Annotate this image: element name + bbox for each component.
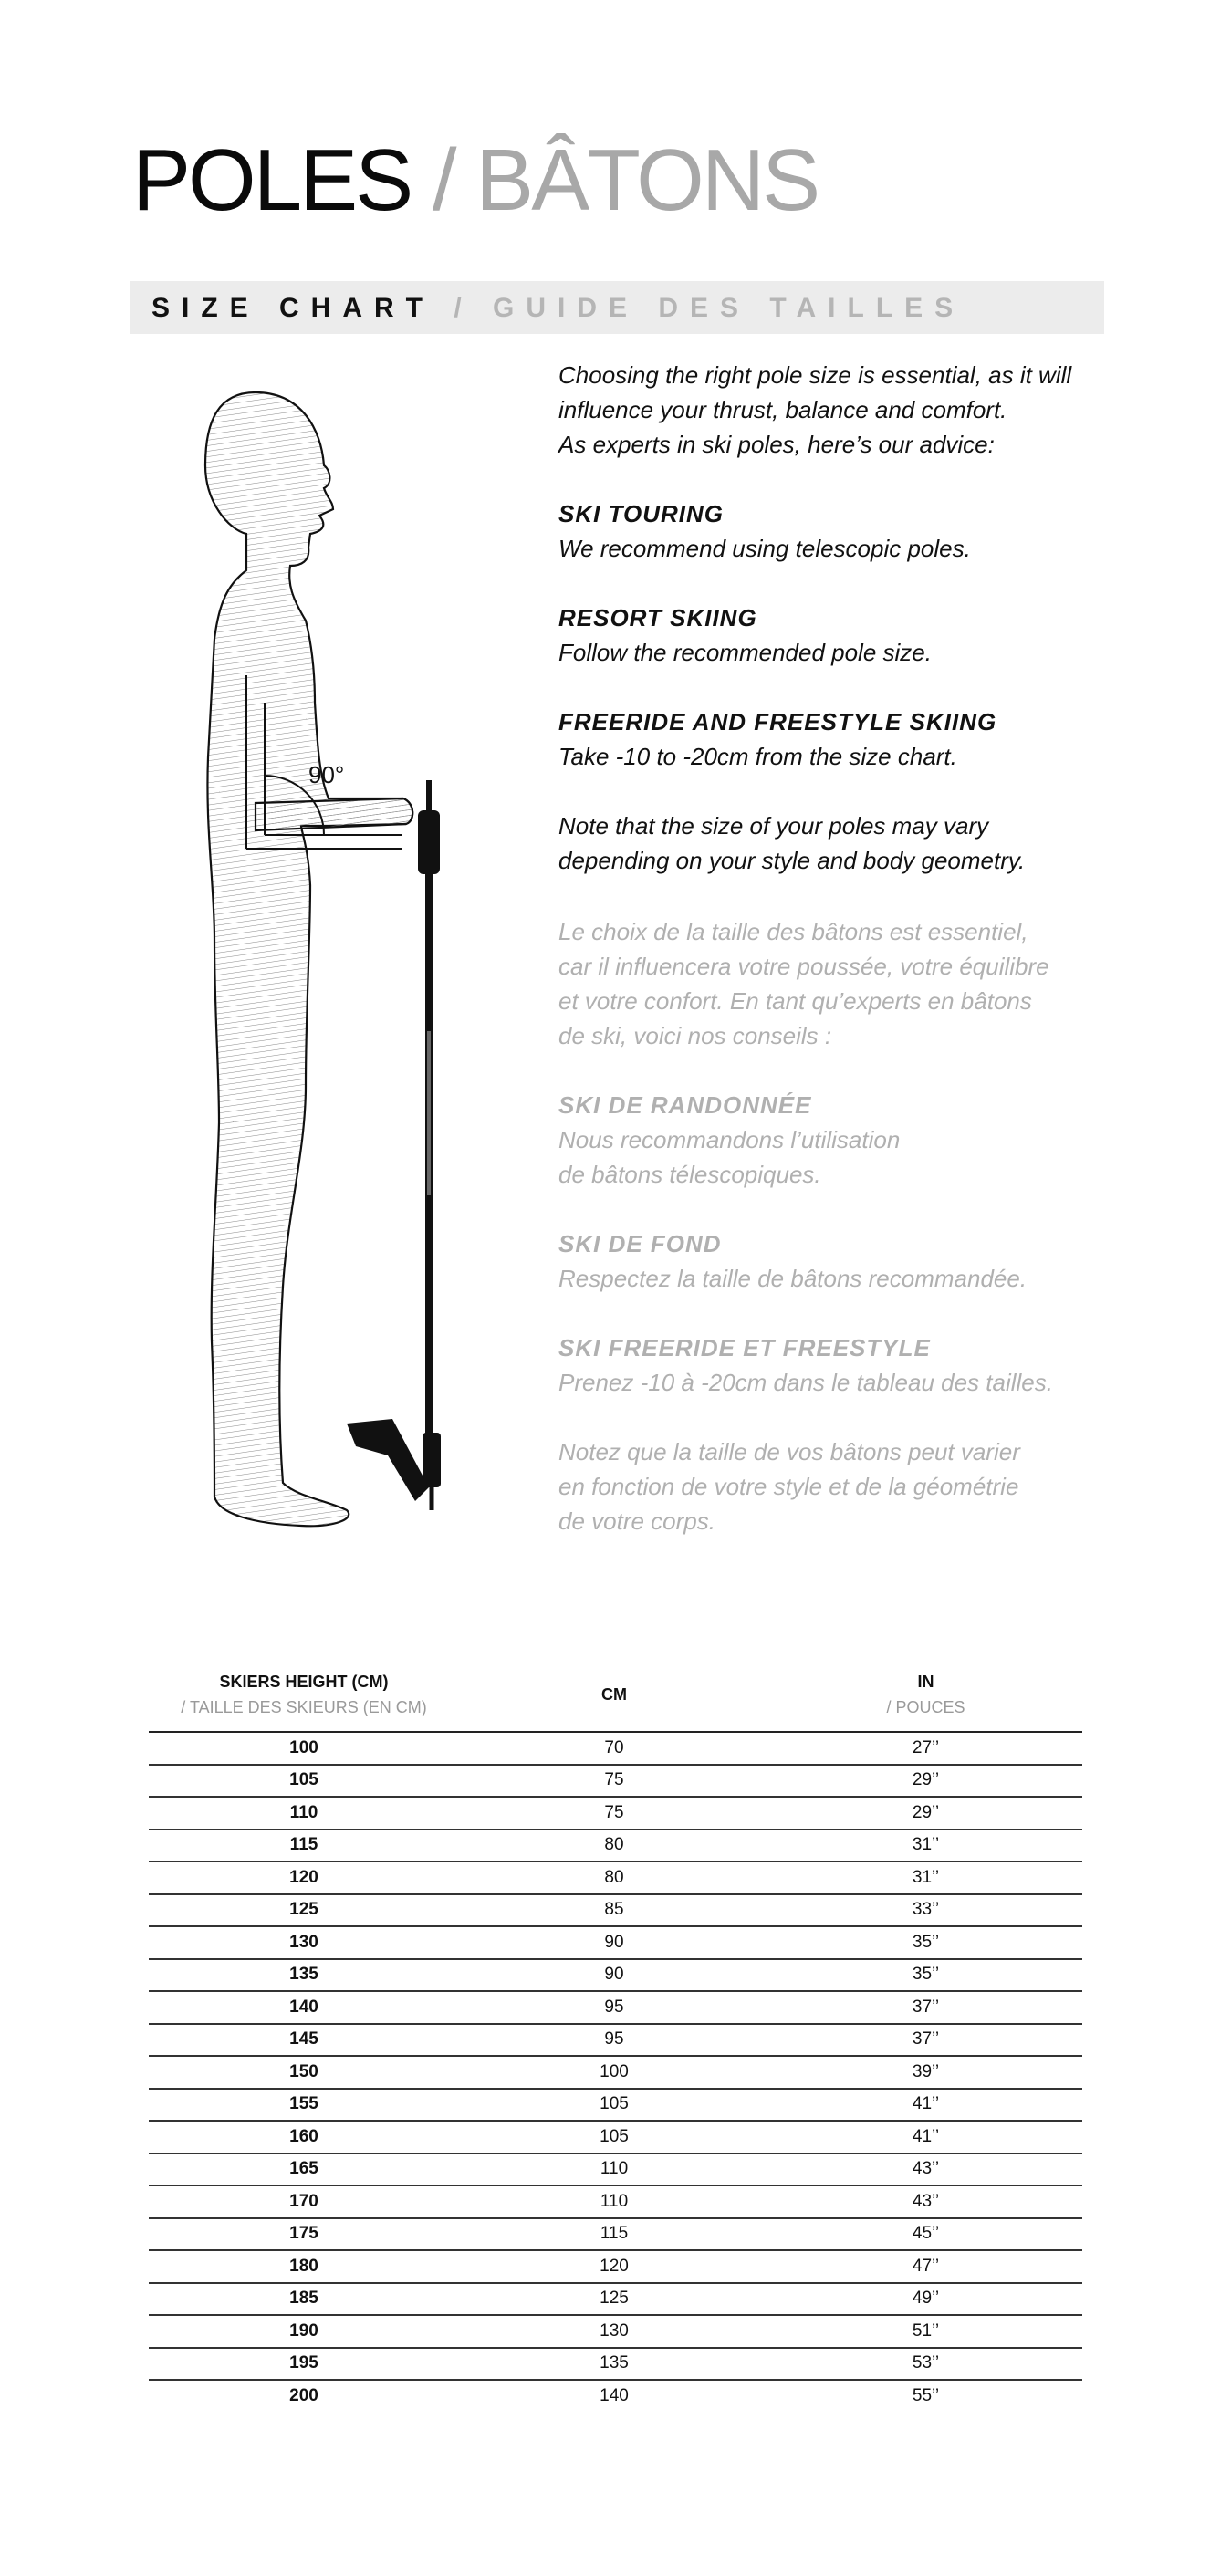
angle-label: 90°: [308, 761, 345, 788]
section-freeride-freestyle: [558, 704, 1142, 774]
table-row: [149, 1927, 1082, 1960]
cell-skier-height: 145: [289, 2029, 318, 2049]
cell-skier-height: 180: [289, 2256, 318, 2276]
intro-fr-line: Le choix de la taille des bâtons est essentiel,: [558, 918, 1028, 945]
cell-cm: 140: [600, 2385, 629, 2405]
table-row: [149, 2251, 1082, 2284]
note-en: [558, 808, 1142, 878]
cell-cm: 125: [600, 2289, 629, 2309]
table-row: [149, 1766, 1082, 1799]
cell-skier-height: 160: [289, 2126, 318, 2146]
page-title: [132, 131, 819, 229]
cell-in: 33’’: [912, 1900, 940, 1920]
section-heading: RESORT SKIING: [558, 604, 757, 631]
title-separator: /: [432, 131, 454, 229]
cell-in: 35’’: [912, 1965, 940, 1985]
cell-skier-height: 175: [289, 2224, 318, 2244]
section-resort-skiing: [558, 600, 1142, 670]
cell-skier-height: 140: [289, 1997, 318, 2017]
cell-in: 29’’: [912, 1770, 940, 1790]
advice-french: [558, 914, 1142, 1538]
cell-in: 45’’: [912, 2224, 940, 2244]
table-row: [149, 1830, 1082, 1863]
cell-in: 31’’: [912, 1835, 940, 1855]
section-text: Take -10 to -20cm from the size chart.: [558, 743, 957, 770]
cell-in: 51’’: [912, 2320, 940, 2341]
cell-cm: 95: [604, 2029, 624, 2049]
intro-fr-line: de ski, voici nos conseils :: [558, 1022, 832, 1049]
note-line: depending on your style and body geometry.: [558, 847, 1026, 874]
note-line: Note that the size of your poles may vary: [558, 812, 989, 840]
table-row: [149, 1960, 1082, 1993]
cell-cm: 100: [600, 2061, 629, 2081]
section-heading: SKI DE FOND: [558, 1230, 722, 1257]
header-main: SKIERS HEIGHT (CM): [219, 1673, 389, 1691]
cell-in: 47’’: [912, 2256, 940, 2276]
title-fr: BÂTONS: [475, 131, 819, 229]
cell-cm: 80: [604, 1835, 624, 1855]
cell-in: 43’’: [912, 2191, 940, 2211]
section-text: Prenez -10 à -20cm dans le tableau des tailles.: [558, 1369, 1053, 1396]
cell-in: 41’’: [912, 2126, 940, 2146]
section-ski-touring: [558, 496, 1142, 566]
subtitle-en: SIZE CHART: [151, 293, 434, 323]
cell-skier-height: 130: [289, 1932, 318, 1952]
section-ski-de-randonnee: [558, 1088, 1142, 1192]
cell-cm: 115: [600, 2224, 629, 2244]
section-ski-de-fond: [558, 1226, 1142, 1296]
cell-in: 41’’: [912, 2094, 940, 2114]
intro-en-line: Choosing the right pole size is essential, as it will: [558, 361, 1072, 389]
header-skier-height: [149, 1669, 459, 1720]
cell-cm: 135: [600, 2353, 629, 2373]
note-line: Notez que la taille de vos bâtons peut varier: [558, 1438, 1020, 1465]
intro-fr-line: et votre confort. En tant qu’experts en bâtons: [558, 987, 1032, 1015]
cell-skier-height: 120: [289, 1867, 318, 1887]
cell-in: 39’’: [912, 2061, 940, 2081]
cell-skier-height: 195: [289, 2353, 318, 2373]
note-fr: [558, 1434, 1142, 1538]
advice-english: [558, 358, 1142, 878]
cell-in: 37’’: [912, 1997, 940, 2017]
note-line: de votre corps.: [558, 1507, 715, 1535]
header-sub: / POUCES: [886, 1698, 965, 1716]
cell-in: 53’’: [912, 2353, 940, 2373]
subtitle-fr: GUIDE DES TAILLES: [493, 293, 965, 323]
table-row: [149, 2381, 1082, 2412]
table-row: [149, 2154, 1082, 2187]
cell-cm: 110: [600, 2191, 629, 2211]
table-row: [149, 1862, 1082, 1895]
skier-illustration: [164, 374, 511, 1551]
table-row: [149, 2316, 1082, 2349]
subtitle-separator: /: [454, 293, 474, 323]
intro-en-line: influence your thrust, balance and comfort.: [558, 396, 1007, 423]
header-sub: / TAILLE DES SKIEURS (EN CM): [181, 1698, 427, 1716]
cell-cm: 75: [604, 1802, 624, 1822]
section-text: We recommend using telescopic poles.: [558, 535, 971, 562]
cell-skier-height: 135: [289, 1965, 318, 1985]
cell-skier-height: 155: [289, 2094, 318, 2114]
cell-skier-height: 125: [289, 1900, 318, 1920]
cell-skier-height: 165: [289, 2159, 318, 2179]
table-row: [149, 1895, 1082, 1928]
section-heading: FREERIDE AND FREESTYLE SKIING: [558, 708, 997, 735]
table-row: [149, 2025, 1082, 2058]
section-text: de bâtons télescopiques.: [558, 1161, 821, 1188]
section-text: Respectez la taille de bâtons recommandée.: [558, 1265, 1028, 1292]
cell-skier-height: 150: [289, 2061, 318, 2081]
intro-en-line: As experts in ski poles, here’s our advice:: [558, 431, 995, 458]
subtitle-bar: [130, 281, 1104, 334]
cell-in: 29’’: [912, 1802, 940, 1822]
note-line: en fonction de votre style et de la géométrie: [558, 1473, 1019, 1500]
advice-text: [558, 358, 1142, 1573]
cell-skier-height: 200: [289, 2385, 318, 2405]
cell-cm: 80: [604, 1867, 624, 1887]
cell-skier-height: 100: [289, 1737, 318, 1757]
intro-fr: [558, 914, 1142, 1053]
cell-in: 27’’: [912, 1737, 940, 1757]
header-in: [769, 1669, 1082, 1720]
title-en: POLES: [132, 131, 412, 229]
intro-fr-line: car il influencera votre poussée, votre équilibre: [558, 953, 1049, 980]
table-row: [149, 1992, 1082, 2025]
table-row: [149, 2186, 1082, 2219]
table-body: [149, 1733, 1082, 2412]
cell-cm: 95: [604, 1997, 624, 2017]
cell-cm: 75: [604, 1770, 624, 1790]
section-ski-freeride-freestyle: [558, 1330, 1142, 1400]
table-row: [149, 2349, 1082, 2382]
cell-skier-height: 110: [289, 1802, 318, 1822]
header-main: CM: [601, 1685, 627, 1704]
cell-skier-height: 105: [289, 1770, 318, 1790]
cell-in: 31’’: [912, 1867, 940, 1887]
cell-cm: 85: [604, 1900, 624, 1920]
section-heading: SKI FREERIDE ET FREESTYLE: [558, 1334, 931, 1361]
section-text: Follow the recommended pole size.: [558, 639, 932, 666]
cell-cm: 120: [600, 2256, 629, 2276]
section-heading: SKI DE RANDONNÉE: [558, 1091, 812, 1119]
cell-skier-height: 115: [289, 1835, 318, 1855]
table-row: [149, 1798, 1082, 1830]
cell-in: 55’’: [912, 2385, 940, 2405]
table-row: [149, 1733, 1082, 1766]
table-row: [149, 2219, 1082, 2252]
table-row: [149, 2284, 1082, 2317]
cell-cm: 110: [600, 2159, 629, 2179]
cell-in: 49’’: [912, 2289, 940, 2309]
intro-en: [558, 358, 1142, 462]
cell-cm: 90: [604, 1932, 624, 1952]
table-row: [149, 2090, 1082, 2122]
table-row: [149, 2122, 1082, 2154]
cell-cm: 105: [600, 2126, 629, 2146]
cell-skier-height: 170: [289, 2191, 318, 2211]
cell-in: 43’’: [912, 2159, 940, 2179]
table-row: [149, 2057, 1082, 2090]
header-main: IN: [917, 1673, 934, 1691]
header-cm: [459, 1682, 769, 1707]
section-heading: SKI TOURING: [558, 500, 724, 527]
cell-in: 37’’: [912, 2029, 940, 2049]
table-header: [149, 1665, 1082, 1733]
size-table: [149, 1665, 1082, 2412]
cell-cm: 90: [604, 1965, 624, 1985]
cell-skier-height: 185: [289, 2289, 318, 2309]
section-text: Nous recommandons l’utilisation: [558, 1126, 901, 1153]
cell-cm: 70: [604, 1737, 624, 1757]
skier-standing-with-pole-icon: [164, 374, 511, 1551]
cell-cm: 105: [600, 2094, 629, 2114]
cell-in: 35’’: [912, 1932, 940, 1952]
cell-skier-height: 190: [289, 2320, 318, 2341]
cell-cm: 130: [600, 2320, 629, 2341]
